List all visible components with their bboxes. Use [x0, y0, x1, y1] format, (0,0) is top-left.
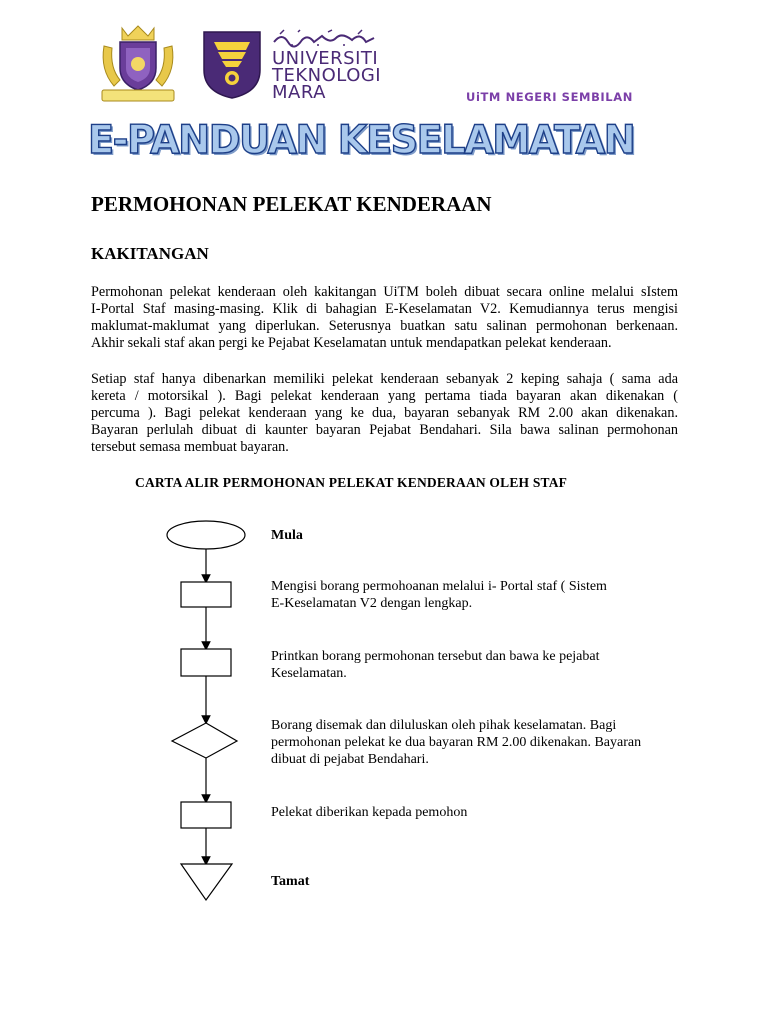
uitm-name-line: TEKNOLOGI [272, 65, 382, 86]
paragraph-line: percuma ). Bagi pelekat kenderaan yang ke dua, bayaran sebanyak RM 2.00 akan dikenakan. [91, 405, 678, 421]
paragraph-sticker-limit [91, 371, 678, 456]
step-line: E-Keselamatan V2 dengan lengkap. [271, 596, 473, 611]
process-box [181, 649, 231, 676]
uitm-logo [202, 30, 262, 100]
paragraph-line: Setiap staf hanya dibenarkan memiliki pelekat kenderaan sebanyak 2 keping sahaja ( sama ada [91, 371, 678, 387]
step-review-label [271, 717, 641, 768]
paragraph-line: kereta / motorsikal ). Bagi pelekat kenderaan yang pertama tiada bayaran akan dikenakan ( [91, 388, 678, 404]
paragraph-line: Akhir sekali staf akan pergi ke Pejabat Keselamatan untuk mendapatkan pelekat kenderaan. [91, 335, 612, 351]
step-line: Keselamatan. [271, 666, 347, 681]
page-title: PERMOHONAN PELEKAT KENDERAAN [91, 192, 492, 216]
state-crest-logo [96, 24, 180, 104]
uitm-name [272, 50, 381, 101]
step-start-label [271, 527, 303, 544]
paragraph-line: Permohonan pelekat kenderaan oleh kakitangan UiTM boleh dibuat secara online melalui sIstem [91, 284, 678, 300]
paragraph-online-application [91, 284, 678, 352]
step-line: Mengisi borang permohoanan melalui i- Portal staf ( Sistem [271, 579, 607, 594]
step-end-label [271, 873, 309, 890]
step-line: Pelekat diberikan kepada pemohon [271, 805, 468, 820]
paragraph-line: I-Portal Staf masing-masing. Klik di bahagian E-Keselamatan V2. Kemudiannya terus mengisi [91, 301, 678, 317]
process-box [181, 802, 231, 828]
guide-banner: E-PANDUAN KESELAMATAN [88, 118, 635, 163]
step-issue-sticker-label [271, 804, 467, 821]
decision-diamond [172, 723, 237, 758]
step-line: dibuat di pejabat Bendahari. [271, 752, 429, 767]
step-print-form-label [271, 648, 600, 682]
flowchart-title: CARTA ALIR PERMOHONAN PELEKAT KENDERAAN OLEH STAF [135, 475, 568, 490]
step-line: Mula [271, 528, 303, 543]
flowchart [165, 515, 255, 915]
start-terminal-shape [167, 521, 245, 549]
paragraph-line: Bayaran perlulah dibuat di kaunter bayaran Pejabat Bendahari. Sila bawa salinan permohonan [91, 422, 678, 438]
step-line: Printkan borang permohonan tersebut dan bawa ke pejabat [271, 649, 600, 664]
end-terminal-triangle [181, 864, 232, 900]
step-line: permohonan pelekat ke dua bayaran RM 2.00 dikenakan. Bayaran [271, 735, 642, 750]
step-line: Borang disemak dan diluluskan oleh pihak keselamatan. Bagi [271, 718, 617, 733]
paragraph-line: tersebut semasa membuat bayaran. [91, 439, 289, 455]
paragraph-line: maklumat-maklumat yang diperlukan. Seterusnya buatkan satu salinan permohonan berkenaan. [91, 318, 678, 334]
campus-name: UiTM NEGERI SEMBILAN [466, 90, 633, 104]
uitm-name-line: MARA [272, 82, 326, 103]
step-line: Tamat [271, 874, 310, 889]
jawi-script-logo [272, 28, 376, 48]
step-fill-form-label [271, 578, 607, 612]
section-heading: KAKITANGAN [91, 244, 209, 263]
uitm-name-line: UNIVERSITI [272, 48, 379, 69]
process-box [181, 582, 231, 607]
